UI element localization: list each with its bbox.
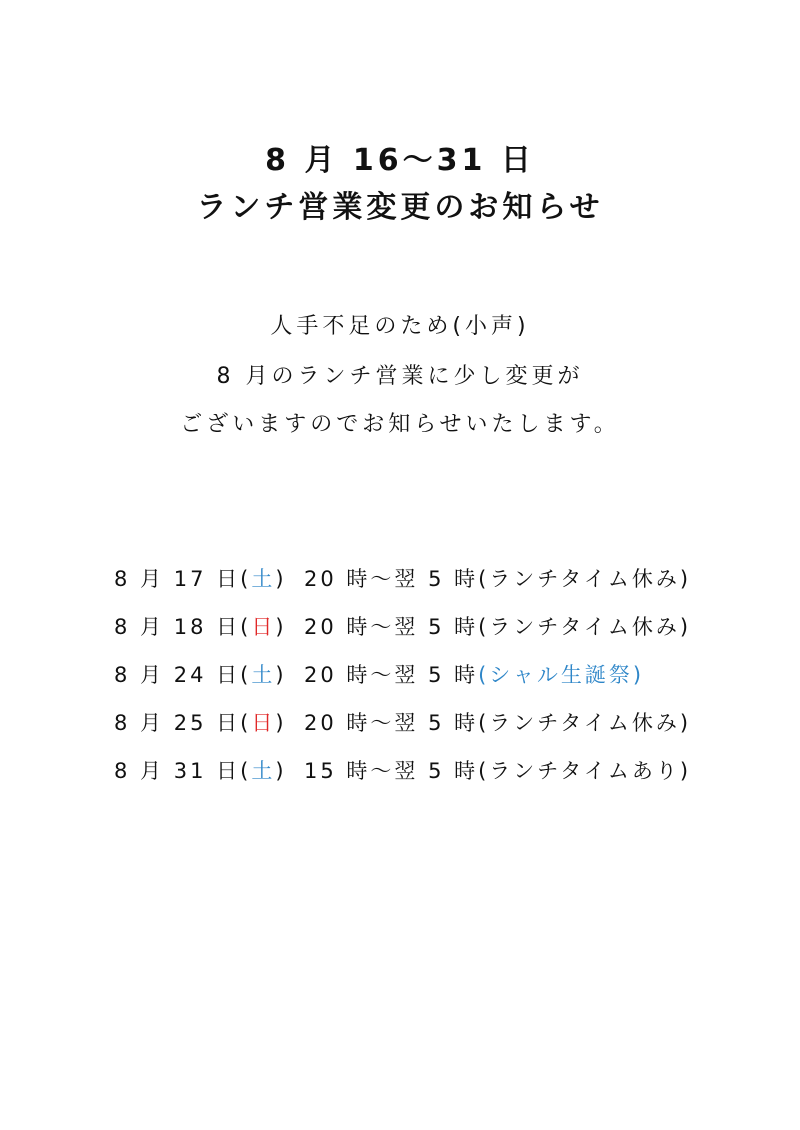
schedule-date: 8 月 24 日(土): [114, 663, 287, 687]
schedule-row: [114, 603, 754, 651]
schedule-hours: 20 時〜翌 5 時(シャル生誕祭): [304, 663, 645, 687]
schedule-hours: 20 時〜翌 5 時(ランチタイム休み): [304, 615, 692, 639]
schedule-note: (ランチタイム休み): [478, 711, 692, 735]
schedule-row: [114, 651, 754, 699]
schedule-note: (ランチタイム休み): [478, 567, 692, 591]
schedule-date: 8 月 25 日(日): [114, 711, 287, 735]
intro-text-line-2: 8 月のランチ営業に少し変更が: [216, 364, 584, 389]
weekday-saturday: 土: [251, 759, 276, 783]
schedule-row: [114, 555, 754, 603]
schedule-hours: 20 時〜翌 5 時(ランチタイム休み): [304, 567, 692, 591]
schedule-date: 8 月 17 日(土): [114, 567, 287, 591]
schedule-note: (ランチタイム休み): [478, 615, 692, 639]
schedule-hours: 20 時〜翌 5 時(ランチタイム休み): [304, 711, 692, 735]
schedule-note: (ランチタイムあり): [478, 759, 692, 783]
schedule-date: 8 月 31 日(土): [114, 759, 287, 783]
schedule-hours: 15 時〜翌 5 時(ランチタイムあり): [304, 759, 692, 783]
notice-title-date-range: 8 月 16〜31 日: [265, 143, 535, 178]
weekday-saturday: 土: [251, 663, 276, 687]
weekday-saturday: 土: [251, 567, 276, 591]
intro-text-line-1: 人手不足のため(小声): [270, 314, 530, 339]
schedule-note-event: (シャル生誕祭): [478, 663, 645, 687]
schedule-list: [114, 555, 754, 795]
weekday-sunday: 日: [251, 711, 276, 735]
schedule-date: 8 月 18 日(日): [114, 615, 287, 639]
weekday-sunday: 日: [251, 615, 276, 639]
schedule-row: [114, 699, 754, 747]
schedule-row: [114, 747, 754, 795]
intro-text-line-3: ございますのでお知らせいたします。: [180, 412, 620, 437]
notice-title-heading: ランチ営業変更のお知らせ: [196, 190, 604, 225]
